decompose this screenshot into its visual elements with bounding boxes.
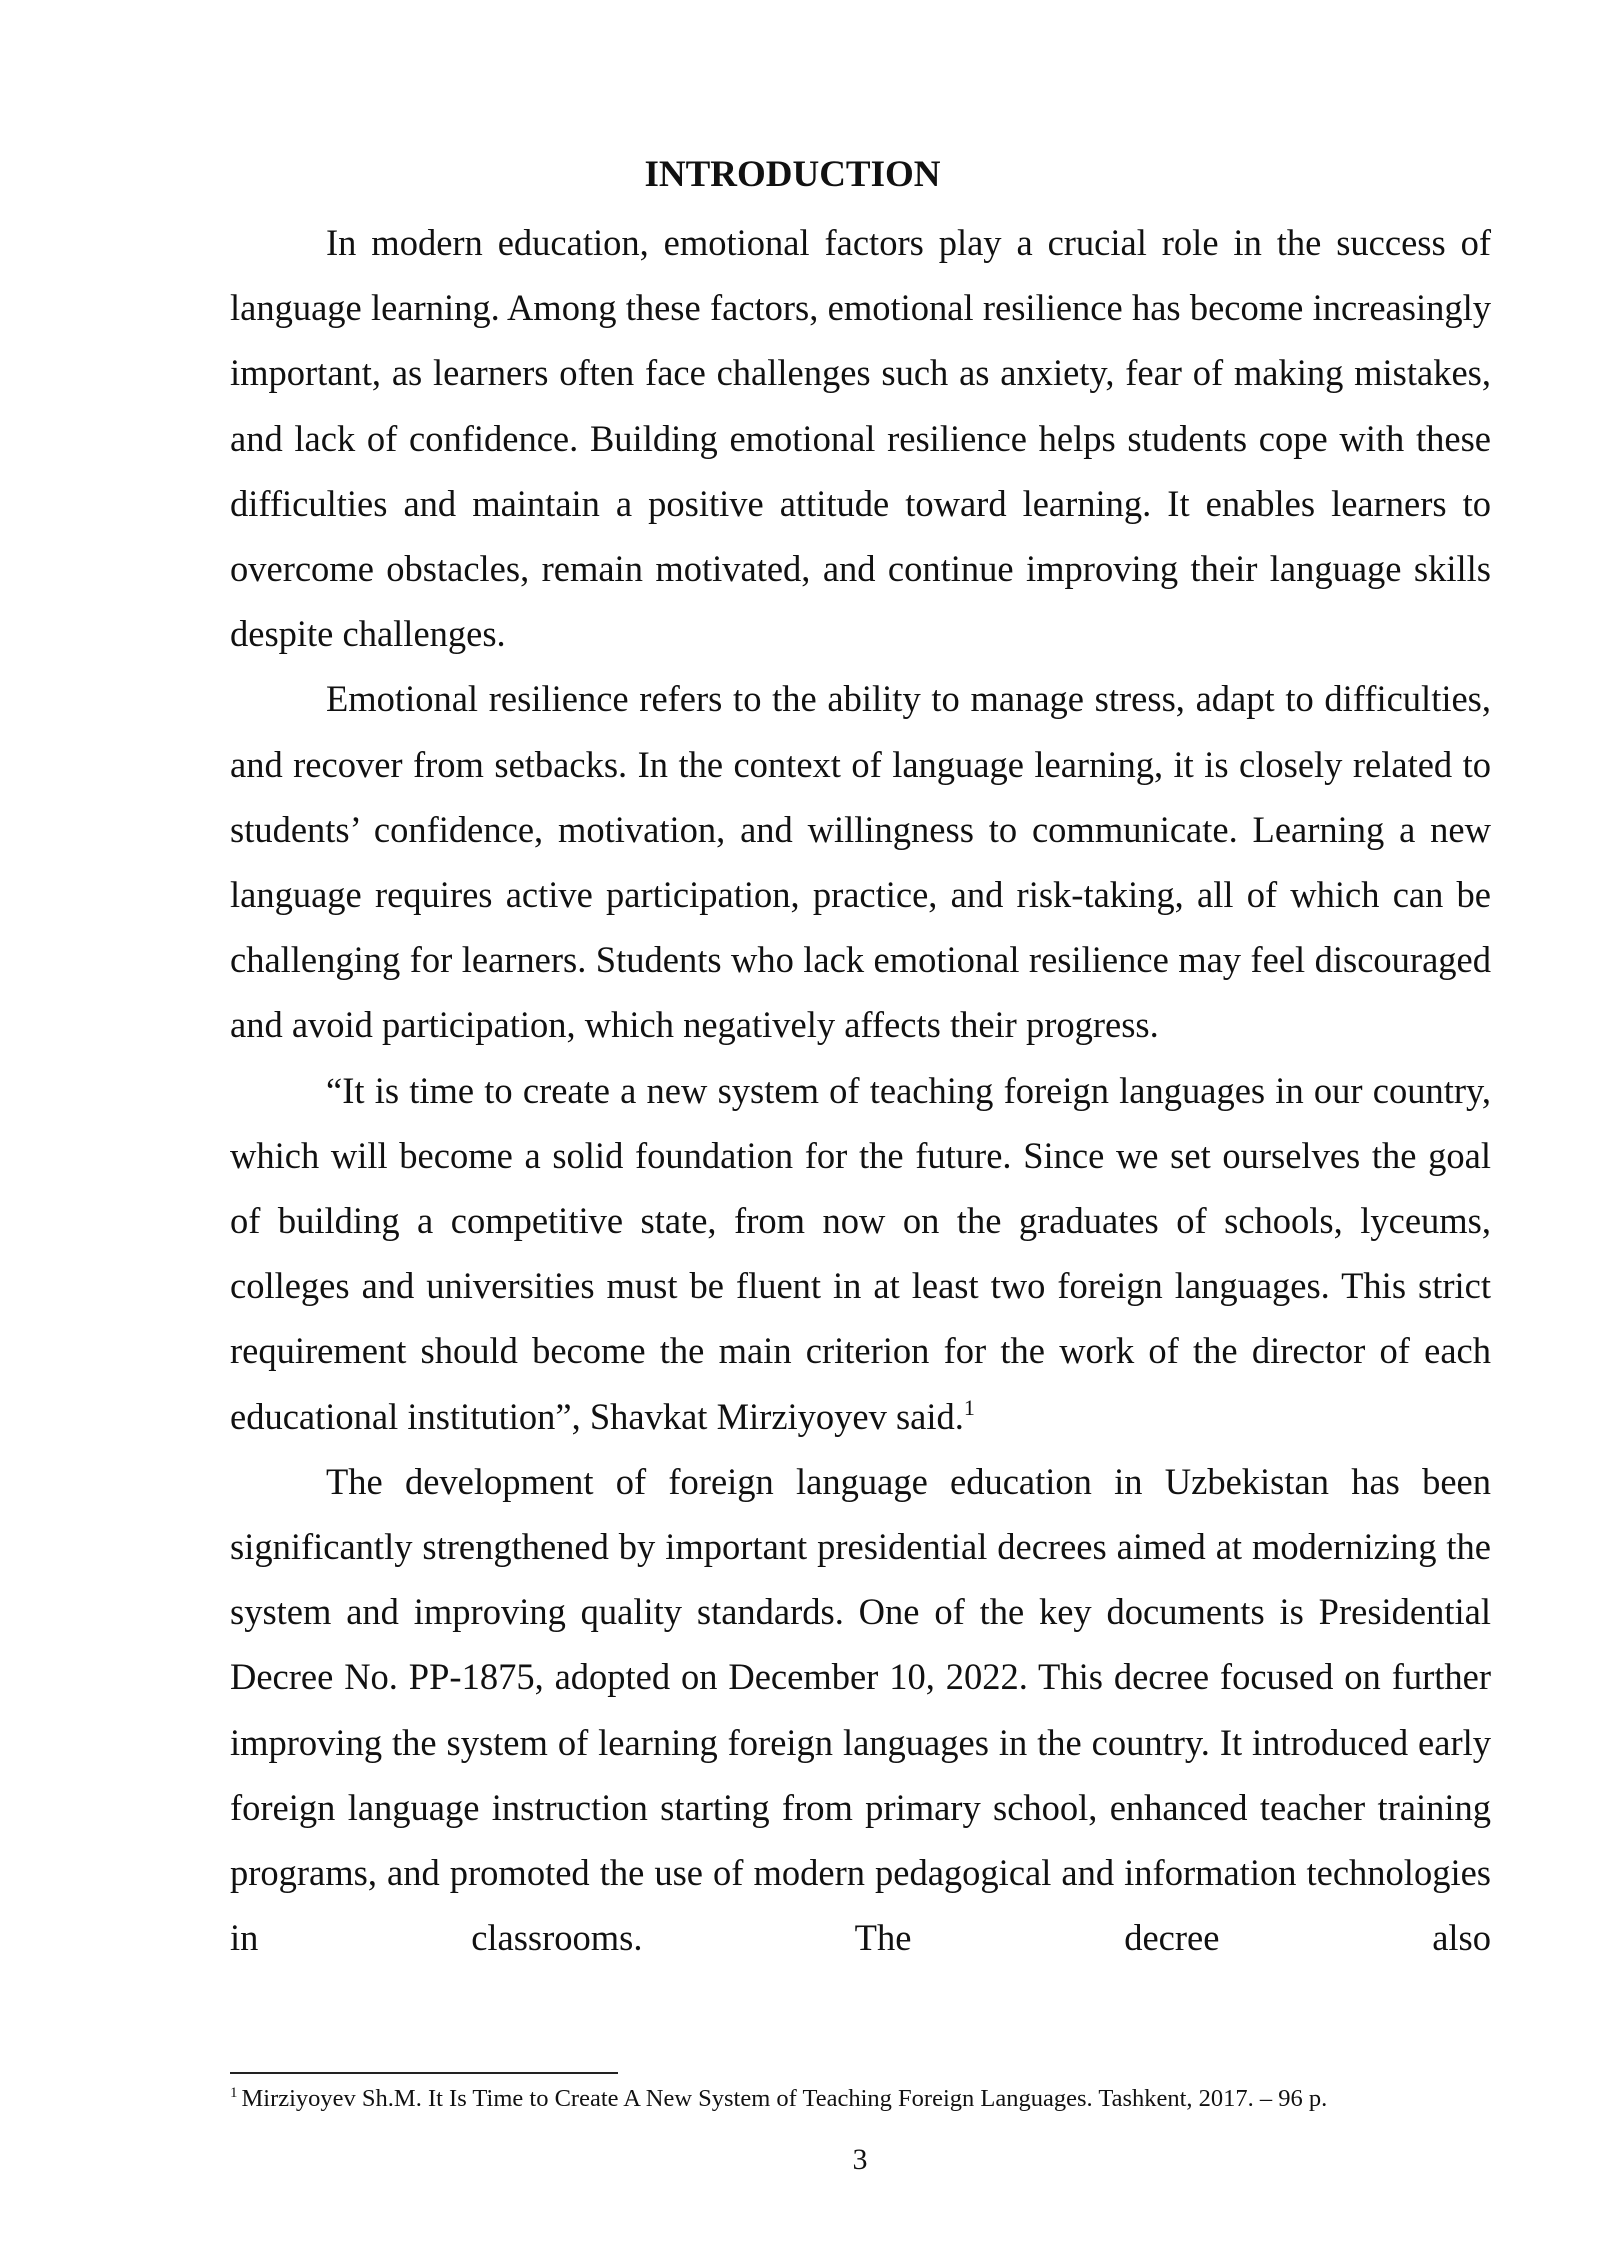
paragraph-3-text: “It is time to create a new system of teaching foreign languages in our country, which will become a solid foundation for the future. Since we set ourselves the goal of building a competitive state, from now on the graduates of schools, lyceums, colleges and universities must be fluent in at least two foreign languages. This strict requirement should become the main criterion for the work of the director of each educational institution”, Shavkat Mirziyoyev said.	[230, 1069, 1491, 1437]
body-text	[230, 210, 1491, 1970]
footnote-marker: 1	[230, 2085, 238, 2101]
section-heading: INTRODUCTION	[644, 154, 941, 195]
footnote-reference: 1	[963, 1394, 975, 1420]
paragraph-1: In modern education, emotional factors play a crucial role in the success of language learning. Among these factors, emotional resilience has become increasingly important, as learners often face challenges such as anxiety, fear of making mistakes, and lack of confidence. Building emotional resilience helps students cope with these difficulties and maintain a positive attitude toward learning. It enables learners to overcome obstacles, remain motivated, and continue improving their language skills despite challenges.	[230, 222, 1491, 655]
footnote-separator	[230, 2072, 618, 2074]
footnote	[230, 2082, 1530, 2116]
paragraph-3	[230, 1058, 1491, 1449]
paragraph-2: Emotional resilience refers to the ability to manage stress, adapt to difficulties, and recover from setbacks. In the context of language learning, it is closely related to students’ confidence, motivation, and willingness to communicate. Learning a new language requires active participation, practice, and risk-taking, all of which can be challenging for learners. Students who lack emotional resilience may feel discouraged and avoid participation, which negatively affects their progress.	[230, 678, 1491, 1046]
footnote-text: Mirziyoyev Sh.M. It Is Time to Create A New System of Teaching Foreign Languages. Tashkent, 2017. – 96 p.	[241, 2085, 1328, 2112]
page-number: 3	[852, 2143, 868, 2176]
paragraph-4: The development of foreign language education in Uzbekistan has been significantly strengthened by important presidential decrees aimed at modernizing the system and improving quality standards. One of the key documents is Presidential Decree No. PP-1875, adopted on December 10, 2022. This decree focused on further improving the system of learning foreign languages in the country. It introduced early foreign language instruction starting from primary school, enhanced teacher training programs, and promoted the use of modern pedagogical and information technologies in classrooms. The decree also	[230, 1460, 1491, 1959]
